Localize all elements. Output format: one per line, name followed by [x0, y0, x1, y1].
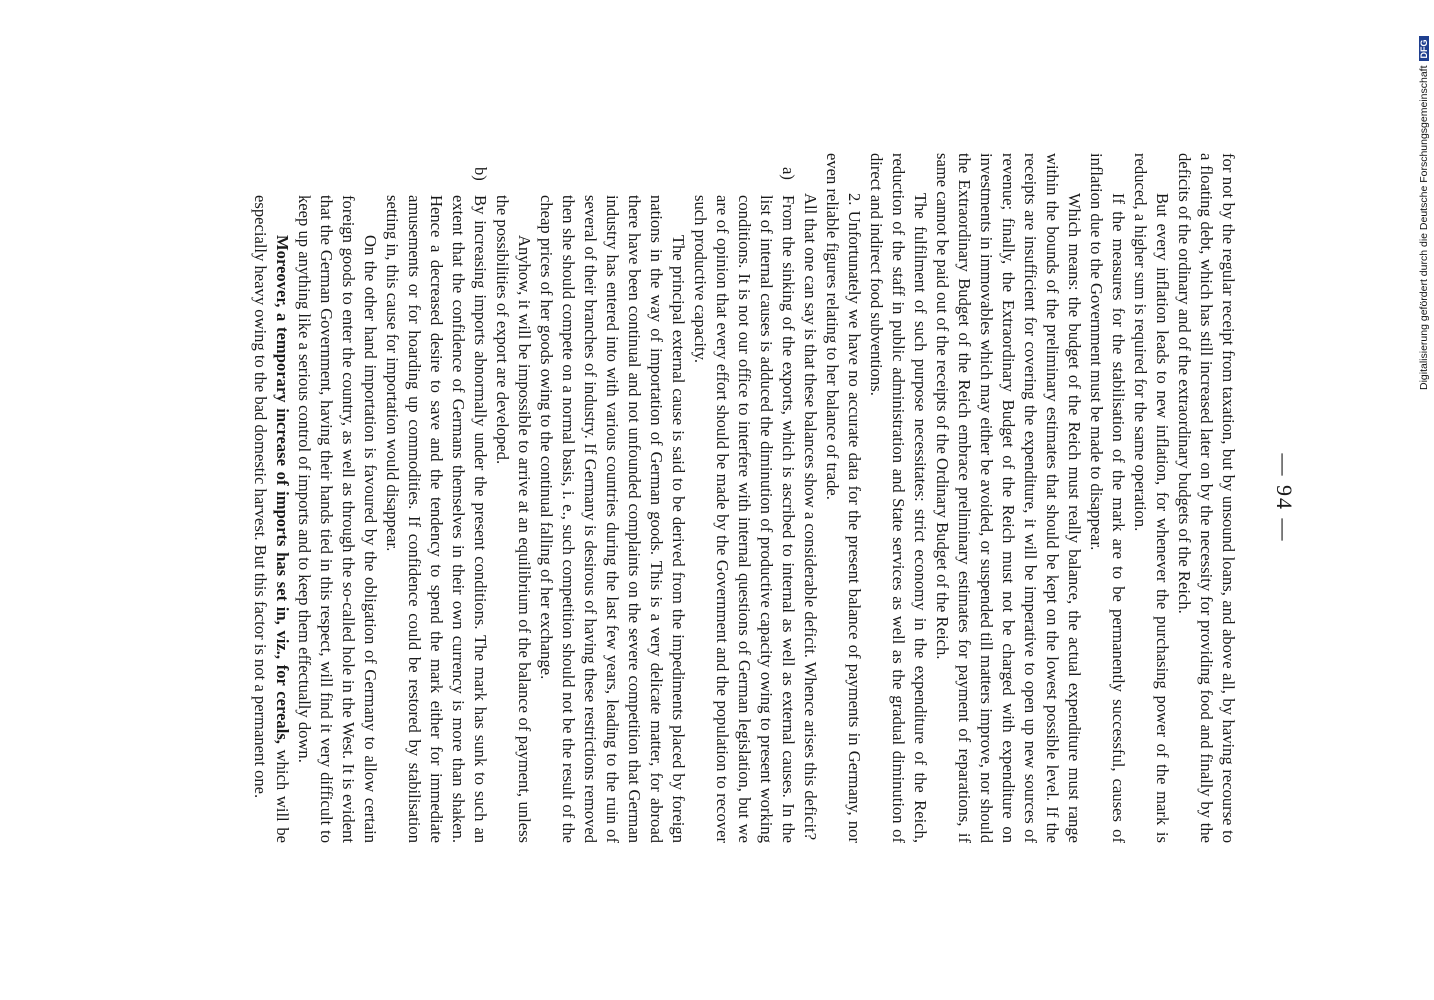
list-item-a [689, 153, 799, 843]
list-item-paragraph [249, 153, 293, 843]
list-item-text: From the sinking of the exports, which is ascribed to internal as well as external causes. In the list of internal causes is adduced the diminution of productive capacity owing to present working conditions. It is not our office to interfere with internal questions of German legislation, but we are of opinion that every effort should be made by the Government and the population to recover such productive capacity. [691, 195, 798, 843]
list-item-paragraph: The principal external cause is said to be derived from the impediments placed by foreign nations in the way of importation of German goods. This is a very delicate matter, for abroad there have been continual and not unfounded complaints on the severe competition that German industry has entered into with various countries during the last few years, leading to the ruin of several of their branches of industry. If Germany is desirous of having these restrictions removed then she should compete on a normal basis, i. e., such competition should not be the result of the cheap prices of her goods owing to the continual falling of her exchange. [537, 195, 688, 843]
list-item-paragraph: On the other hand importation is favoured by the obligation of Germany to allow certain foreign goods to enter the country, as well as through the so-called hole in the West. It is evident that the German Government, having their hands tied in this respect, will find it very difficult to keep up anything like a serious control of imports and to keep them effectually down. [295, 195, 380, 843]
paragraph: 2. Unfortunately we have no accurate data for the present balance of payments in Germany, nor even reliable figures relating to her balance of trade. [823, 153, 864, 843]
paragraph: for not by the regular receipt from taxation, but by unsound loans, and above all, by having recourse to a floating debt, which has still increased later on by the necessity for providing food and finally by the deficits of the ordinary and of the extraordinary budgets of the Reich. [1175, 153, 1238, 843]
list-marker: a) [779, 167, 798, 180]
body-text [249, 153, 1239, 843]
credit-text: Digitalisierung gefördert durch die Deutsche Forschungsgemeinschaft [1418, 65, 1430, 390]
list-item-text: By increasing imports abnormally under the present conditions. The mark has sunk to such an extent that the confidence of Germans themselves in their own currency is more than shaken. Hence a decreased desire to save and the tendency to spend the mark either for immediate amusements or for hoarding up commodities. If confidence could be restored by stabilisation setting in, this cause for importation would disappear. [383, 195, 490, 843]
page-number: — 94 — [1272, 453, 1297, 543]
dfg-logo: DFG [1419, 36, 1429, 61]
paragraph: Which means: the budget of the Reich must really balance, the actual expenditure must range within the bounds of the preliminary estimates that should be kept on the lowest possible level. If the receipts are insufficient for covering the expenditure, it will be imperative to open up new sources of revenue; finally, the Extraordinary Budget of the Reich must not be charged with expenditure on investments in immovables which may either be avoided, or suspended till matters improve, nor should the Extraordinary Budget of the Reich embrace preliminary estimates for payment of reparations, if same cannot be paid out of the receipts of the Ordinary Budget of the Reich. [933, 153, 1084, 843]
paragraph-text: which will be especially heavy owing to the bad domestic harvest. But this factor is not a permanent one. [251, 195, 292, 843]
paragraph: All that one can say is that these balances show a considerable deficit. Whence arises this deficit? [801, 193, 820, 841]
paragraph: But every inflation leads to new inflation, for whenever the purchasing power of the mark is reduced, a higher sum is required for the same operation. [1131, 153, 1172, 843]
list-item-b [381, 153, 491, 843]
list-item-paragraph: Anyhow, it will be impossible to arrive at an equilibrium of the balance of payment, unless the possibilities of export are developed. [493, 195, 534, 843]
paragraph: The fulfilment of such purpose necessitates: strict economy in the expenditure of the Reich, reduction of the staff in public administration and State services as well as the gradual diminution of direct and indirect food subventions. [867, 153, 930, 843]
rotated-page [99, 153, 1299, 843]
list-marker: b) [471, 167, 490, 181]
digitisation-credit [1418, 36, 1430, 390]
paragraph: If the measures for the stabilisation of the mark are to be permanently successful, causes of inflation due to the Government must be made to disappear. [1087, 153, 1128, 843]
bold-text: Moreover, a temporary increase of imports has set in, viz., for cereals, [273, 235, 292, 744]
